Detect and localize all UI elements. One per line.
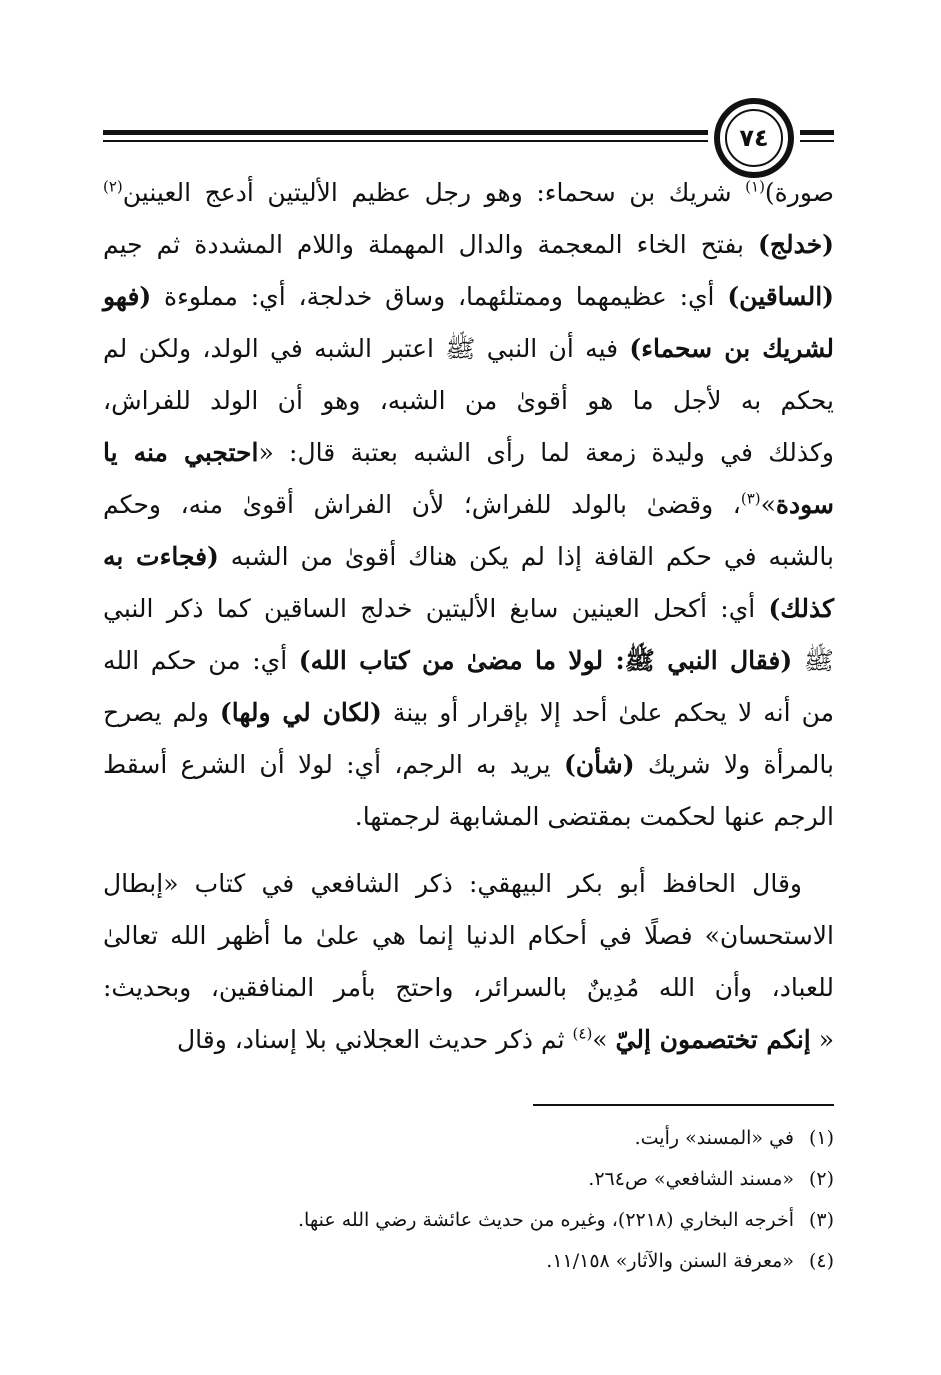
text-run: وكذلك في وليدة زمعة لما رأى الشبه بعتبة قال: «: [258, 438, 834, 467]
bold-phrase: (فقال النبي ﷺ: لولا ما مضىٰ من كتاب الله): [298, 646, 793, 675]
bold-phrase: (فجاءت به: [103, 542, 219, 571]
bold-phrase: (الساقين): [727, 282, 834, 311]
footnote-ref: (٣): [740, 489, 761, 508]
text-line: [103, 427, 834, 479]
text-line: [103, 375, 834, 427]
footnote-ref: (١): [745, 177, 765, 196]
footnote-number: (١): [808, 1127, 834, 1149]
header-rule-right-thin: [800, 140, 834, 142]
text-run: »: [760, 490, 776, 519]
text-run: يريد به الرجم، أي: لولا أن الشرع أسقط: [103, 750, 564, 779]
text-run: الرجم عنها لحكمت بمقتضى المشابهة لرجمتها.: [354, 802, 834, 831]
text-run: يحكم به لأجل ما هو أقوىٰ من الشبه، وهو أن الولد للفراش،: [103, 386, 834, 415]
bold-phrase: إنكم تختصمون إليّ: [615, 1025, 811, 1054]
text-run: أي: أكحل العينين سابغ الأليتين خدلج الساقين كما ذكر النبي: [103, 594, 769, 623]
text-line: [103, 271, 834, 323]
text-line: [103, 219, 834, 271]
text-line: [103, 910, 834, 962]
footnote-number: (٣): [808, 1209, 834, 1231]
footnote-text: «مسند الشافعي» ص٢٦٤.: [588, 1168, 794, 1190]
text-run: أي: عظيمهما وممتلئهما، وساق خدلجة، أي: مملوءة: [151, 282, 728, 311]
footnote-number: (٢): [808, 1168, 834, 1190]
text-line: [103, 583, 834, 635]
text-line: [103, 635, 834, 687]
text-line: [103, 962, 834, 1014]
footnote-text: «معرفة السنن والآثار» ١١/١٥٨.: [546, 1250, 794, 1272]
bold-phrase: (خدلج): [758, 230, 834, 259]
text-run: «: [810, 1025, 834, 1054]
footnote-item: [103, 1118, 834, 1159]
text-run: من أنه لا يحكم علىٰ أحد إلا بإقرار أو بينة: [381, 698, 835, 727]
text-run: فيه أن النبي ﷺ اعتبر الشبه في الولد، ولكن لم: [103, 334, 630, 363]
body-paragraph-2: [103, 858, 834, 1066]
text-run: صورة): [764, 178, 834, 207]
text-run: »: [592, 1025, 616, 1054]
bold-phrase: (شأن): [563, 750, 635, 779]
bold-phrase: سودة: [775, 490, 834, 519]
text-line: [103, 1014, 834, 1066]
text-line: [103, 687, 834, 739]
page-number-badge: [714, 98, 794, 178]
page-number: ٧٤: [725, 109, 783, 167]
footnote-item: [103, 1159, 834, 1200]
text-run: بالمرأة ولا شريك: [634, 750, 834, 779]
text-run: وقال الحافظ أبو بكر البيهقي: ذكر الشافعي في كتاب «إبطال: [103, 869, 802, 898]
text-line: [103, 858, 834, 910]
header-rule-left: [103, 130, 708, 135]
footnote-item: [103, 1241, 834, 1282]
footnote-separator: [533, 1104, 834, 1106]
header-rule-right: [800, 130, 834, 135]
text-line: [103, 531, 834, 583]
text-run: شريك بن سحماء: وهو رجل عظيم الأليتين أدعج العينين: [122, 178, 746, 207]
header-rule-left-thin: [103, 140, 708, 142]
footnote-text: في «المسند» رأيت.: [634, 1127, 794, 1149]
text-run: بفتح الخاء المعجمة والدال المهملة واللام المشددة ثم جيم: [103, 230, 758, 259]
text-line: [103, 167, 834, 219]
body-paragraph-1: [103, 167, 834, 843]
text-run: ولم يصرح: [103, 698, 220, 727]
footnote-number: (٤): [808, 1250, 834, 1272]
footnote-item: [103, 1200, 834, 1241]
bold-phrase: (فهو: [103, 282, 152, 311]
bold-phrase: لشريك بن سحماء): [629, 334, 834, 363]
text-run: أي: من حكم الله: [103, 646, 299, 675]
footnote-ref: (٢): [103, 177, 123, 196]
footnotes: [103, 1118, 834, 1282]
bold-phrase: (لكان لي ولها): [219, 698, 382, 727]
text-run: ﷺ: [792, 646, 834, 675]
text-line: [103, 791, 834, 843]
text-run: ، وقضىٰ بالولد للفراش؛ لأن الفراش أقوىٰ منه، وحكم: [103, 490, 741, 519]
bold-phrase: كذلك): [768, 594, 834, 623]
text-run: الاستحسان» فصلًا في أحكام الدنيا إنما هي علىٰ ما أظهر الله تعالىٰ: [103, 921, 834, 950]
text-line: [103, 739, 834, 791]
bold-phrase: احتجبي منه يا: [103, 438, 259, 467]
text-line: [103, 479, 834, 531]
text-run: ثم ذكر حديث العجلاني بلا إسناد، وقال: [176, 1025, 573, 1054]
text-run: بالشبه في حكم القافة إذا لم يكن هناك أقوىٰ من الشبه: [218, 542, 834, 571]
text-run: للعباد، وأن الله مُدِينٌ بالسرائر، واحتج بأمر المنافقين، وبحديث:: [103, 973, 834, 1002]
footnote-text: أخرجه البخاري (٢٢١٨)، وغيره من حديث عائشة رضي الله عنها.: [298, 1209, 794, 1231]
footnote-ref: (٤): [572, 1024, 593, 1043]
text-line: [103, 323, 834, 375]
